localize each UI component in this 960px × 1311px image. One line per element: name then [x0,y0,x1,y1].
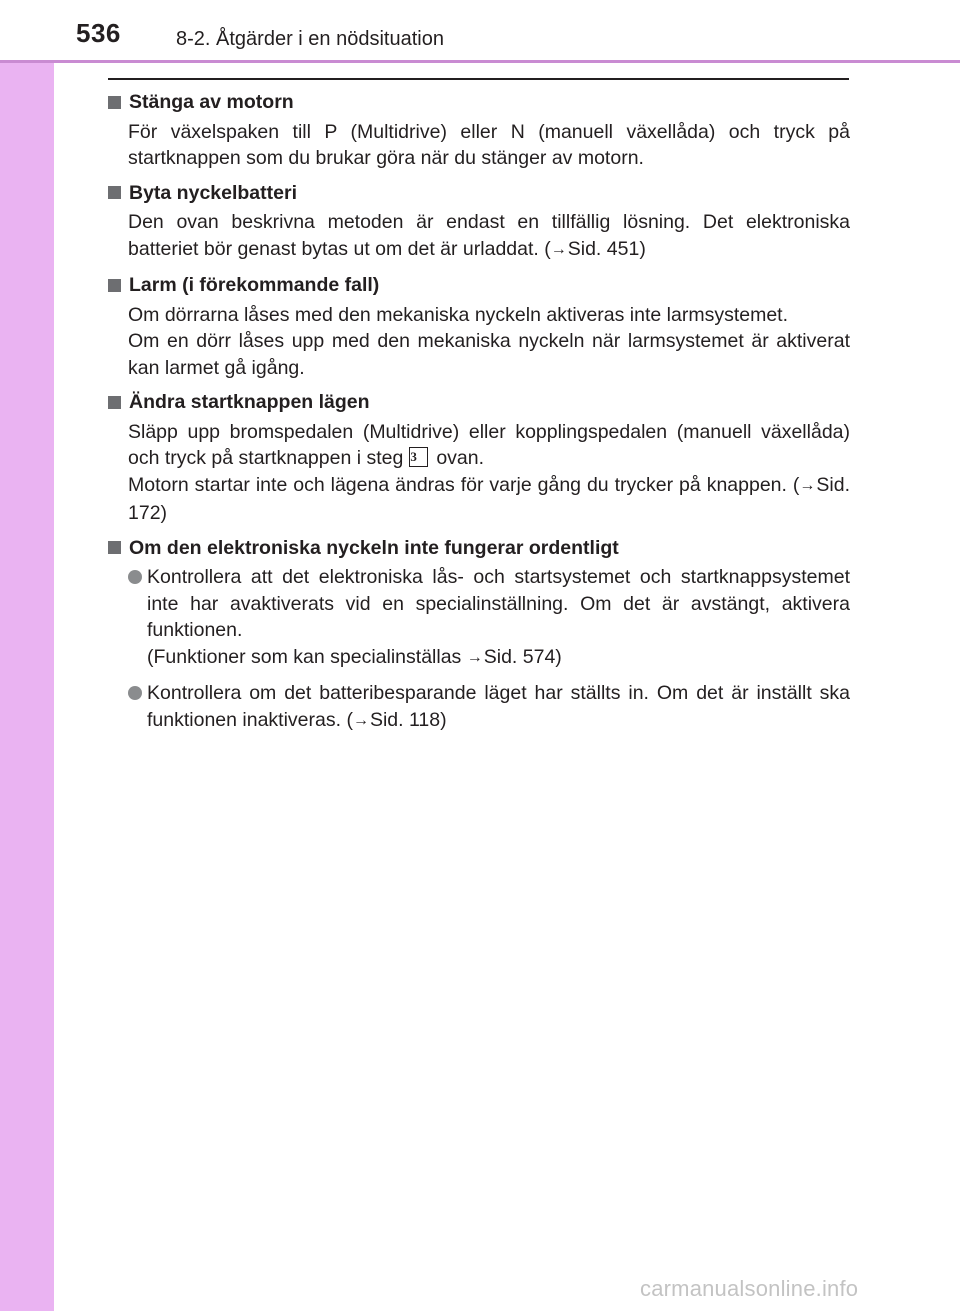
body-text: Motorn startar inte och lägena ändras för varje gång du trycker på knappen. ( [128,473,800,496]
square-bullet-icon [108,541,121,554]
section-heading [108,89,850,116]
square-bullet-icon [108,396,121,409]
page-reference-link[interactable]: Sid. 118 [369,708,441,731]
section-heading [108,272,850,299]
main-content [108,89,850,743]
arrow-right-icon: → [352,711,369,729]
body-text: ) [639,237,646,260]
page-reference-link[interactable]: Sid. 451 [567,237,640,260]
body-line [147,644,850,673]
section-heading [108,180,850,207]
body-line: Om dörrarna låses med den mekaniska nyckeln aktiveras inte larmsystemet. [128,303,789,326]
section-elektroniska-nyckeln [108,535,850,736]
body-line [128,419,850,472]
page-reference-link[interactable]: Sid. 574 [483,645,556,668]
body-text: ovan. [436,447,485,469]
list-item [128,564,850,672]
section-larm [108,272,850,381]
list-item-text [147,680,850,735]
section-title: Ändra startknappen lägen [129,391,370,413]
square-bullet-icon [108,279,121,292]
list-item [128,680,850,735]
step-number-box: 3 [409,447,428,467]
section-body [128,302,850,382]
page-number: 536 [76,18,121,48]
header-divider [0,60,960,63]
square-bullet-icon [108,186,121,199]
section-body: För växelspaken till P (Multidrive) eller N (manuell växellåda) och tryck på startknappen som du brukar göra när du stänger av motorn. [128,120,850,169]
section-body [128,419,850,527]
section-body [128,209,850,264]
page-header [0,0,960,60]
body-line: Om en dörr låses upp med den mekaniska nyckeln när larmsystemet är aktiverat kan larmet gå igång. [128,330,850,379]
section-title: Byta nyckelbatteri [129,181,297,204]
chapter-title: 8-2. Åtgärder i en nödsituation [176,28,444,50]
watermark-text: carmanualsonline.info [640,1276,859,1301]
body-text: (Funktioner som kan specialinställas [147,645,467,668]
section-stanga-av-motorn [108,89,850,172]
body-text: ) [555,645,562,668]
body-text: Släpp upp bromspedalen (Multidrive) eller kopplingspedalen (manuell växellåda) och tryck på startknappen i steg [128,420,850,469]
sidebar-color-bar [0,0,54,1311]
content-divider [108,78,849,80]
section-title: Stänga av motorn [129,91,294,113]
section-byta-nyckelbatteri [108,180,850,265]
circle-bullet-icon [128,686,142,700]
list-item-text [147,564,850,672]
arrow-right-icon: → [799,476,816,494]
page-reference-link[interactable]: Sid. 172 [128,473,850,524]
body-text: Den ovan beskrivna metoden är endast en tillfällig lösning. Det elektroniska batteriet bör genast bytas ut om det är urladdat. ( [128,211,850,260]
arrow-right-icon: → [466,648,483,666]
section-title: Larm (i förekommande fall) [129,274,380,296]
body-text: ) [160,502,168,524]
section-andra-startknappen [108,389,850,527]
body-text: Kontrollera om det batteribesparande läget har ställts in. Om det är inställt ska funktionen inaktiveras. ( [147,682,850,731]
section-heading [108,389,850,416]
body-text: ) [440,708,447,731]
square-bullet-icon [108,96,121,109]
body-line [128,472,850,527]
arrow-right-icon: → [550,240,567,258]
circle-bullet-icon [128,570,142,584]
body-line: Kontrollera att det elektroniska lås- och startsystemet och startknappsystemet inte har avaktiverats vid en specialinställning. Om det är avstängt, aktivera funktionen. [147,566,850,641]
section-title: Om den elektroniska nyckeln inte fungerar ordentligt [129,536,619,559]
section-heading [108,535,850,562]
